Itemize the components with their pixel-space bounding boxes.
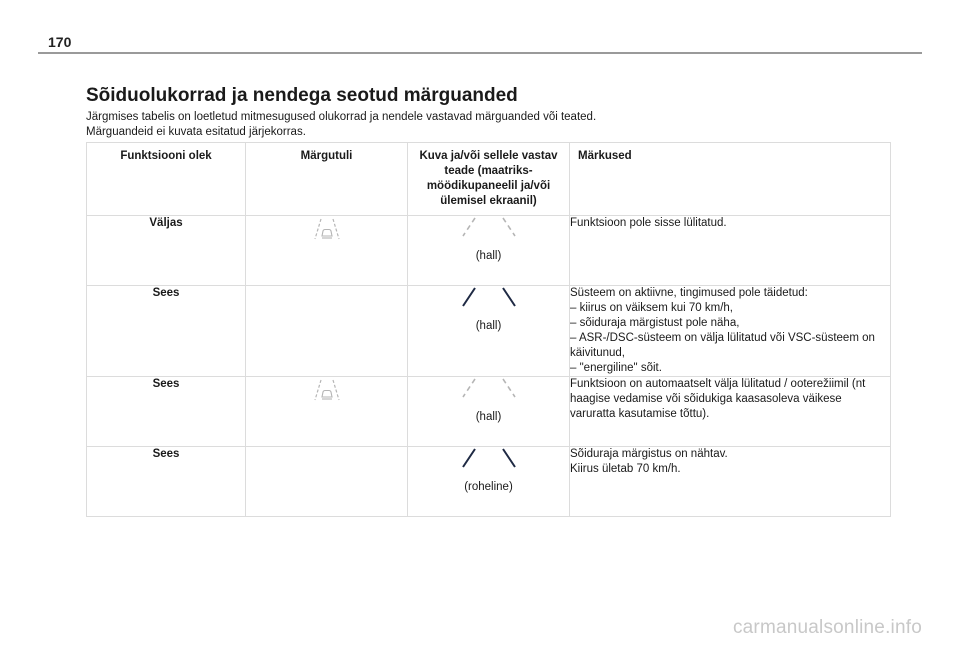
note-line: Funktsioon pole sisse lülitatud. [570, 217, 727, 229]
cell-lamp [246, 216, 408, 286]
note-line: Süsteem on aktiivne, tingimused pole täidetud: [570, 287, 808, 299]
cell-display [408, 216, 570, 286]
cell-display [408, 286, 570, 377]
table-header-row [87, 143, 891, 216]
table-row [87, 447, 891, 517]
header-rule [38, 52, 922, 54]
note-line: – "energiline" sõit. [570, 362, 662, 374]
header-display: Kuva ja/või sellele vastav teade (maatriks-möödikupaneelil ja/või ülemisel ekraanil) [408, 143, 570, 216]
intro-text [86, 110, 886, 140]
note-line: Sõiduraja märgistus on nähtav. [570, 448, 728, 460]
cell-display [408, 377, 570, 447]
cell-state: Sees [87, 286, 246, 377]
cell-lamp [246, 447, 408, 517]
intro-line: Märguandeid ei kuvata esitatud järjekorras. [86, 126, 306, 138]
header-notes: Märkused [570, 143, 891, 216]
note-line: – sõiduraja märgistust pole näha, [570, 317, 740, 329]
lane-keep-warning-lamp-icon [312, 233, 342, 245]
signals-table [86, 142, 891, 517]
display-caption: (hall) [475, 250, 502, 262]
cell-lamp [246, 286, 408, 377]
cell-state: Sees [87, 377, 246, 447]
lane-keep-warning-lamp-icon [312, 394, 342, 406]
cell-notes [570, 286, 891, 377]
table-row [87, 377, 891, 447]
display-caption: (hall) [475, 411, 502, 423]
note-line: – kiirus on väiksem kui 70 km/h, [570, 302, 733, 314]
cell-notes [570, 216, 891, 286]
cell-display [408, 447, 570, 517]
cell-state: Väljas [87, 216, 246, 286]
display-caption: (hall) [475, 320, 502, 332]
page-title: Sõiduolukorrad ja nendega seotud märguanded [86, 85, 518, 106]
lane-lines-dashed-icon [459, 390, 519, 402]
cell-lamp [246, 377, 408, 447]
intro-line: Järgmises tabelis on loetletud mitmesugused olukorrad ja nendele vastavad märguanded või teated. [86, 111, 597, 123]
cell-state: Sees [87, 447, 246, 517]
note-line: Funktsioon on automaatselt välja lülitatud / ooterežiimil (nt haagise vedamise või sõidukiga kaasasoleva väikese varuratta kasutamise tõttu). [570, 378, 866, 420]
lane-lines-solid-icon [459, 299, 519, 311]
note-line: Kiirus ületab 70 km/h. [570, 463, 681, 475]
display-caption: (roheline) [464, 481, 513, 493]
lane-lines-dashed-icon [459, 229, 519, 241]
table-row [87, 216, 891, 286]
header-state: Funktsiooni olek [87, 143, 246, 216]
page-number: 170 [48, 34, 72, 50]
table-row [87, 286, 891, 377]
cell-notes [570, 377, 891, 447]
cell-notes [570, 447, 891, 517]
note-line: – ASR-/DSC-süsteem on välja lülitatud või VSC-süsteem on käivitunud, [570, 332, 875, 359]
header-lamp: Märgutuli [246, 143, 408, 216]
table-body [87, 216, 891, 517]
lane-lines-solid-icon [459, 460, 519, 472]
watermark: carmanualsonline.info [732, 617, 922, 638]
